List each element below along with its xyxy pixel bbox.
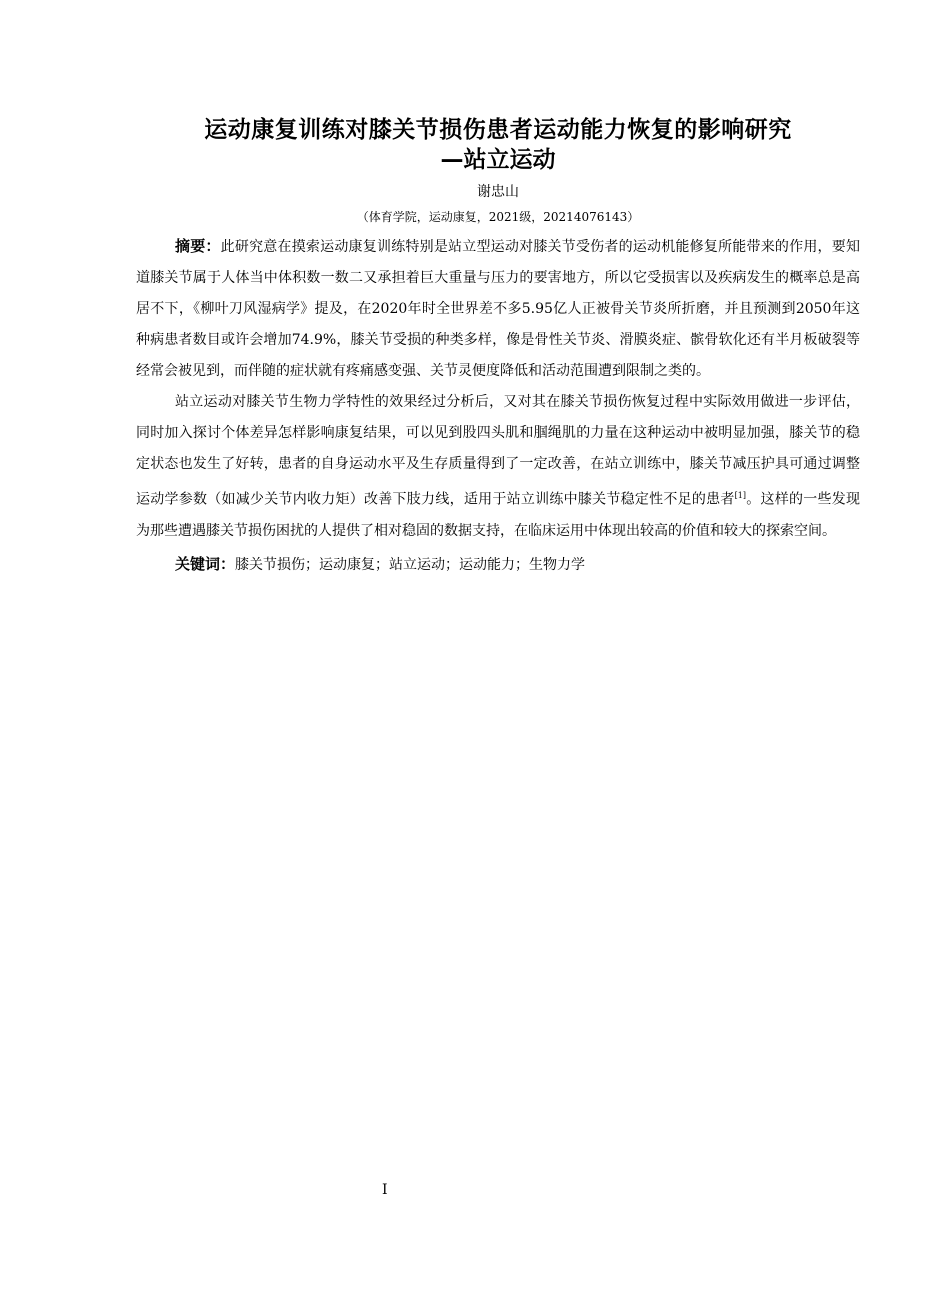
- keyword-item: 站立运动；: [389, 556, 460, 573]
- author-name: 谢忠山: [477, 184, 519, 200]
- keywords-list: [235, 557, 585, 573]
- abstract-paragraph-2: [136, 387, 860, 547]
- abstract-label: 摘要：: [175, 237, 221, 255]
- page-number: I: [382, 1182, 388, 1198]
- keyword-item: 膝关节损伤；: [235, 556, 320, 573]
- paper-page: [136, 115, 860, 581]
- keyword-item: 运动能力；: [459, 556, 530, 573]
- paper-title: 运动康复训练对膝关节损伤患者运动能力恢复的影响研究: [204, 117, 792, 143]
- keywords-label: 关键词：: [175, 554, 236, 573]
- citation-marker: [1]: [734, 491, 746, 500]
- author-affiliation: （体育学院，运动康复，2021级，20214076143）: [356, 210, 640, 224]
- abstract-text-1: 此研究意在摸索运动康复训练特别是站立型运动对膝关节受伤者的运动机能修复所能带来的作用，要知道膝关节属于人体当中体积数一数二又承担着巨大重量与压力的要害地方，所以它受损害以及疾病发生的概率总是高居不下，《柳叶刀风湿病学》提及，在2020年时全世界差不多5.95亿人正被骨关节炎所折磨，并且预测到2050年这种病患者数目或许会增加74.9%，膝关节受损的种类多样，像是骨性关节炎、滑膜炎症、髌骨软化还有半月板破裂等经常会被见到，而伴随的症状就有疼痛感变强、关节灵便度降低和活动范围遭到限制之类的。: [136, 239, 860, 379]
- keyword-item: 运动康复；: [319, 556, 390, 573]
- abstract-paragraph-1: [136, 231, 860, 387]
- keyword-item: 生物力学: [529, 556, 586, 573]
- keywords-line: [136, 549, 860, 581]
- paper-subtitle: —站立运动: [440, 147, 556, 173]
- abstract-text-2: 站立运动对膝关节生物力学特性的效果经过分析后，又对其在膝关节损伤恢复过程中实际效用做进一步评估，同时加入探讨个体差异怎样影响康复结果，可以见到股四头肌和腘绳肌的力量在这种运动中被明显加强，膝关节的稳定状态也发生了好转，患者的自身运动水平及生存质量得到了一定改善，在站立训练中，膝关节减压护具可通过调整运动学参数（如减少关节内收力矩）改善下肢力线，适用于站立训练中膝关节稳定性不足的患者: [136, 394, 860, 508]
- abstract-text-2-tail: 。这样的一些发现为那些遭遇膝关节损伤困扰的人提供了相对稳固的数据支持，在临床运用中体现出较高的价值和较大的探索空间。: [136, 491, 861, 539]
